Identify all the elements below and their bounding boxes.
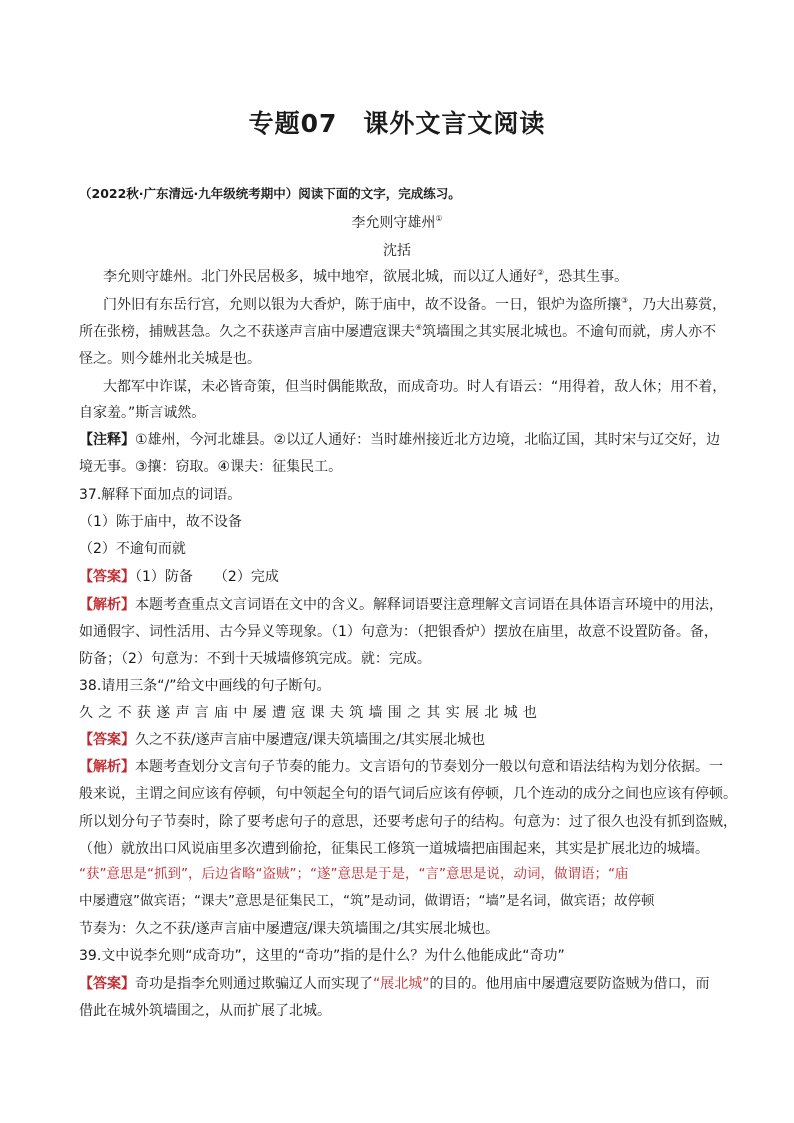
notes-line-2: 境无事。③攘：窃取。④课夫：征集民工。 xyxy=(79,459,343,475)
source-line: （2022秋·广东清远·九年级统考期中）阅读下面的文字，完成练习。 xyxy=(79,186,461,201)
passage-paragraph-2-line-1: 门外旧有东岳行宫，允则以银为大香炉，陈于庙中，故不设备。一日，银炉为盗所攘③，乃大出募赏， xyxy=(103,296,727,313)
passage-paragraph-3-line-1: 大都军中诈谋，未必皆奇策，但当时偶能欺敌，而成奇功。时人有语云：“用得着，敌人休；用不着， xyxy=(103,379,727,395)
question-38-sentence: 久之不获遂声言庙中屡遭寇课夫筑墙围之其实展北城也 xyxy=(79,705,543,721)
question-38-answer: 【答案】久之不获/遂声言庙中屡遭寇/课夫筑墙围之/其实展北城也 xyxy=(79,732,486,748)
question-38-analysis-line-6: 中屡遭寇”做宾语；“课夫”意思是征集民工，“筑”是动词，做谓语；“墙”是名词，做宾语；故停顿 xyxy=(79,893,655,909)
passage-paragraph-1: 李允则守雄州。北门外民居极多，城中地窄，欲展北城，而以辽人通好②，恐其生事。 xyxy=(103,268,629,285)
notes-line-1: 【注释】①雄州，今河北雄县。②以辽人通好：当时雄州接近北方边境，北临辽国，其时宋与辽交好，边 xyxy=(79,432,721,448)
passage-author: 沈括 xyxy=(383,243,411,259)
question-37-item-1: （1）陈于庙中，故不设备 xyxy=(79,514,242,530)
question-37-analysis-line-3: 防备；（2）句意为：不到十天城墙修筑完成。就：完成。 xyxy=(79,651,431,667)
question-37-item-2: （2）不逾旬而就 xyxy=(79,541,186,557)
question-38: 38.请用三条“/”给文中画线的句子断句。 xyxy=(79,678,331,694)
question-39: 39.文中说李允则“成奇功”，这里的“奇功”指的是什么？为什么他能成此“奇功” xyxy=(79,948,565,964)
question-38-analysis-line-5: “获”意思是“抓到”，后边省略“盗贼”；“遂”意思是于是，“言”意思是说，动词，做谓语；“庙 xyxy=(79,866,629,882)
question-39-answer-line-1: 【答案】奇功是指李允则通过欺骗辽人而实现了“展北城”的目的。他用庙中屡遭寇要防盗贼为借口，而 xyxy=(79,976,710,992)
page-title: 专题07 课外文言文阅读 xyxy=(248,109,546,138)
question-37-answer: 【答案】（1）防备 （2）完成 xyxy=(79,569,279,585)
passage-paragraph-3-line-2: 自家羞。”斯言诚然。 xyxy=(79,405,206,421)
question-37: 37.解释下面加点的词语。 xyxy=(79,487,242,503)
question-38-analysis-line-7: 节奏为：久之不获/遂声言庙中屡遭寇/课夫筑墙围之/其实展北城也。 xyxy=(79,921,500,937)
question-38-analysis-line-2: 般来说，主谓之间应该有停顿，句中领起全句的语气词后应该有停顿，几个连动的成分之间也应该有停顿。 xyxy=(79,786,737,802)
question-38-analysis-line-3: 所以划分句子节奏时，除了要考虑句子的意思，还要考虑句子的结构。句意为：过了很久也没有抓到盗贼， xyxy=(79,814,737,830)
question-37-analysis-line-1: 【解析】本题考查重点文言词语在文中的含义。解释词语要注意理解文言词语在具体语言环境中的用法， xyxy=(79,597,723,613)
question-38-analysis-line-1: 【解析】本题考查划分文言句子节奏的能力。文言语句的节奏划分一般以句意和语法结构为划分依据。一 xyxy=(79,759,723,775)
question-37-analysis-line-2: 如通假字、词性活用、古今异义等现象。（1）句意为：（把银香炉）摆放在庙里，故意不设置防备。备， xyxy=(79,624,718,640)
passage-paragraph-2-line-3: 怪之。则今雄州北关城是也。 xyxy=(79,351,261,367)
passage-title: 李允则守雄州① xyxy=(351,214,443,231)
question-38-analysis-line-4: （他）就放出口风说庙里多次遭到偷抢，征集民工修筑一道城墙把庙围起来，其实是扩展北边的城墙。 xyxy=(79,841,709,857)
passage-paragraph-2-line-2: 所在张榜，捕贼甚急。久之不获遂声言庙中屡遭寇课夫④筑墙围之其实展北城也。不逾旬而就，虏人亦不 xyxy=(79,323,717,340)
question-39-answer-line-2: 借此在城外筑墙围之，从而扩展了北城。 xyxy=(79,1003,331,1019)
